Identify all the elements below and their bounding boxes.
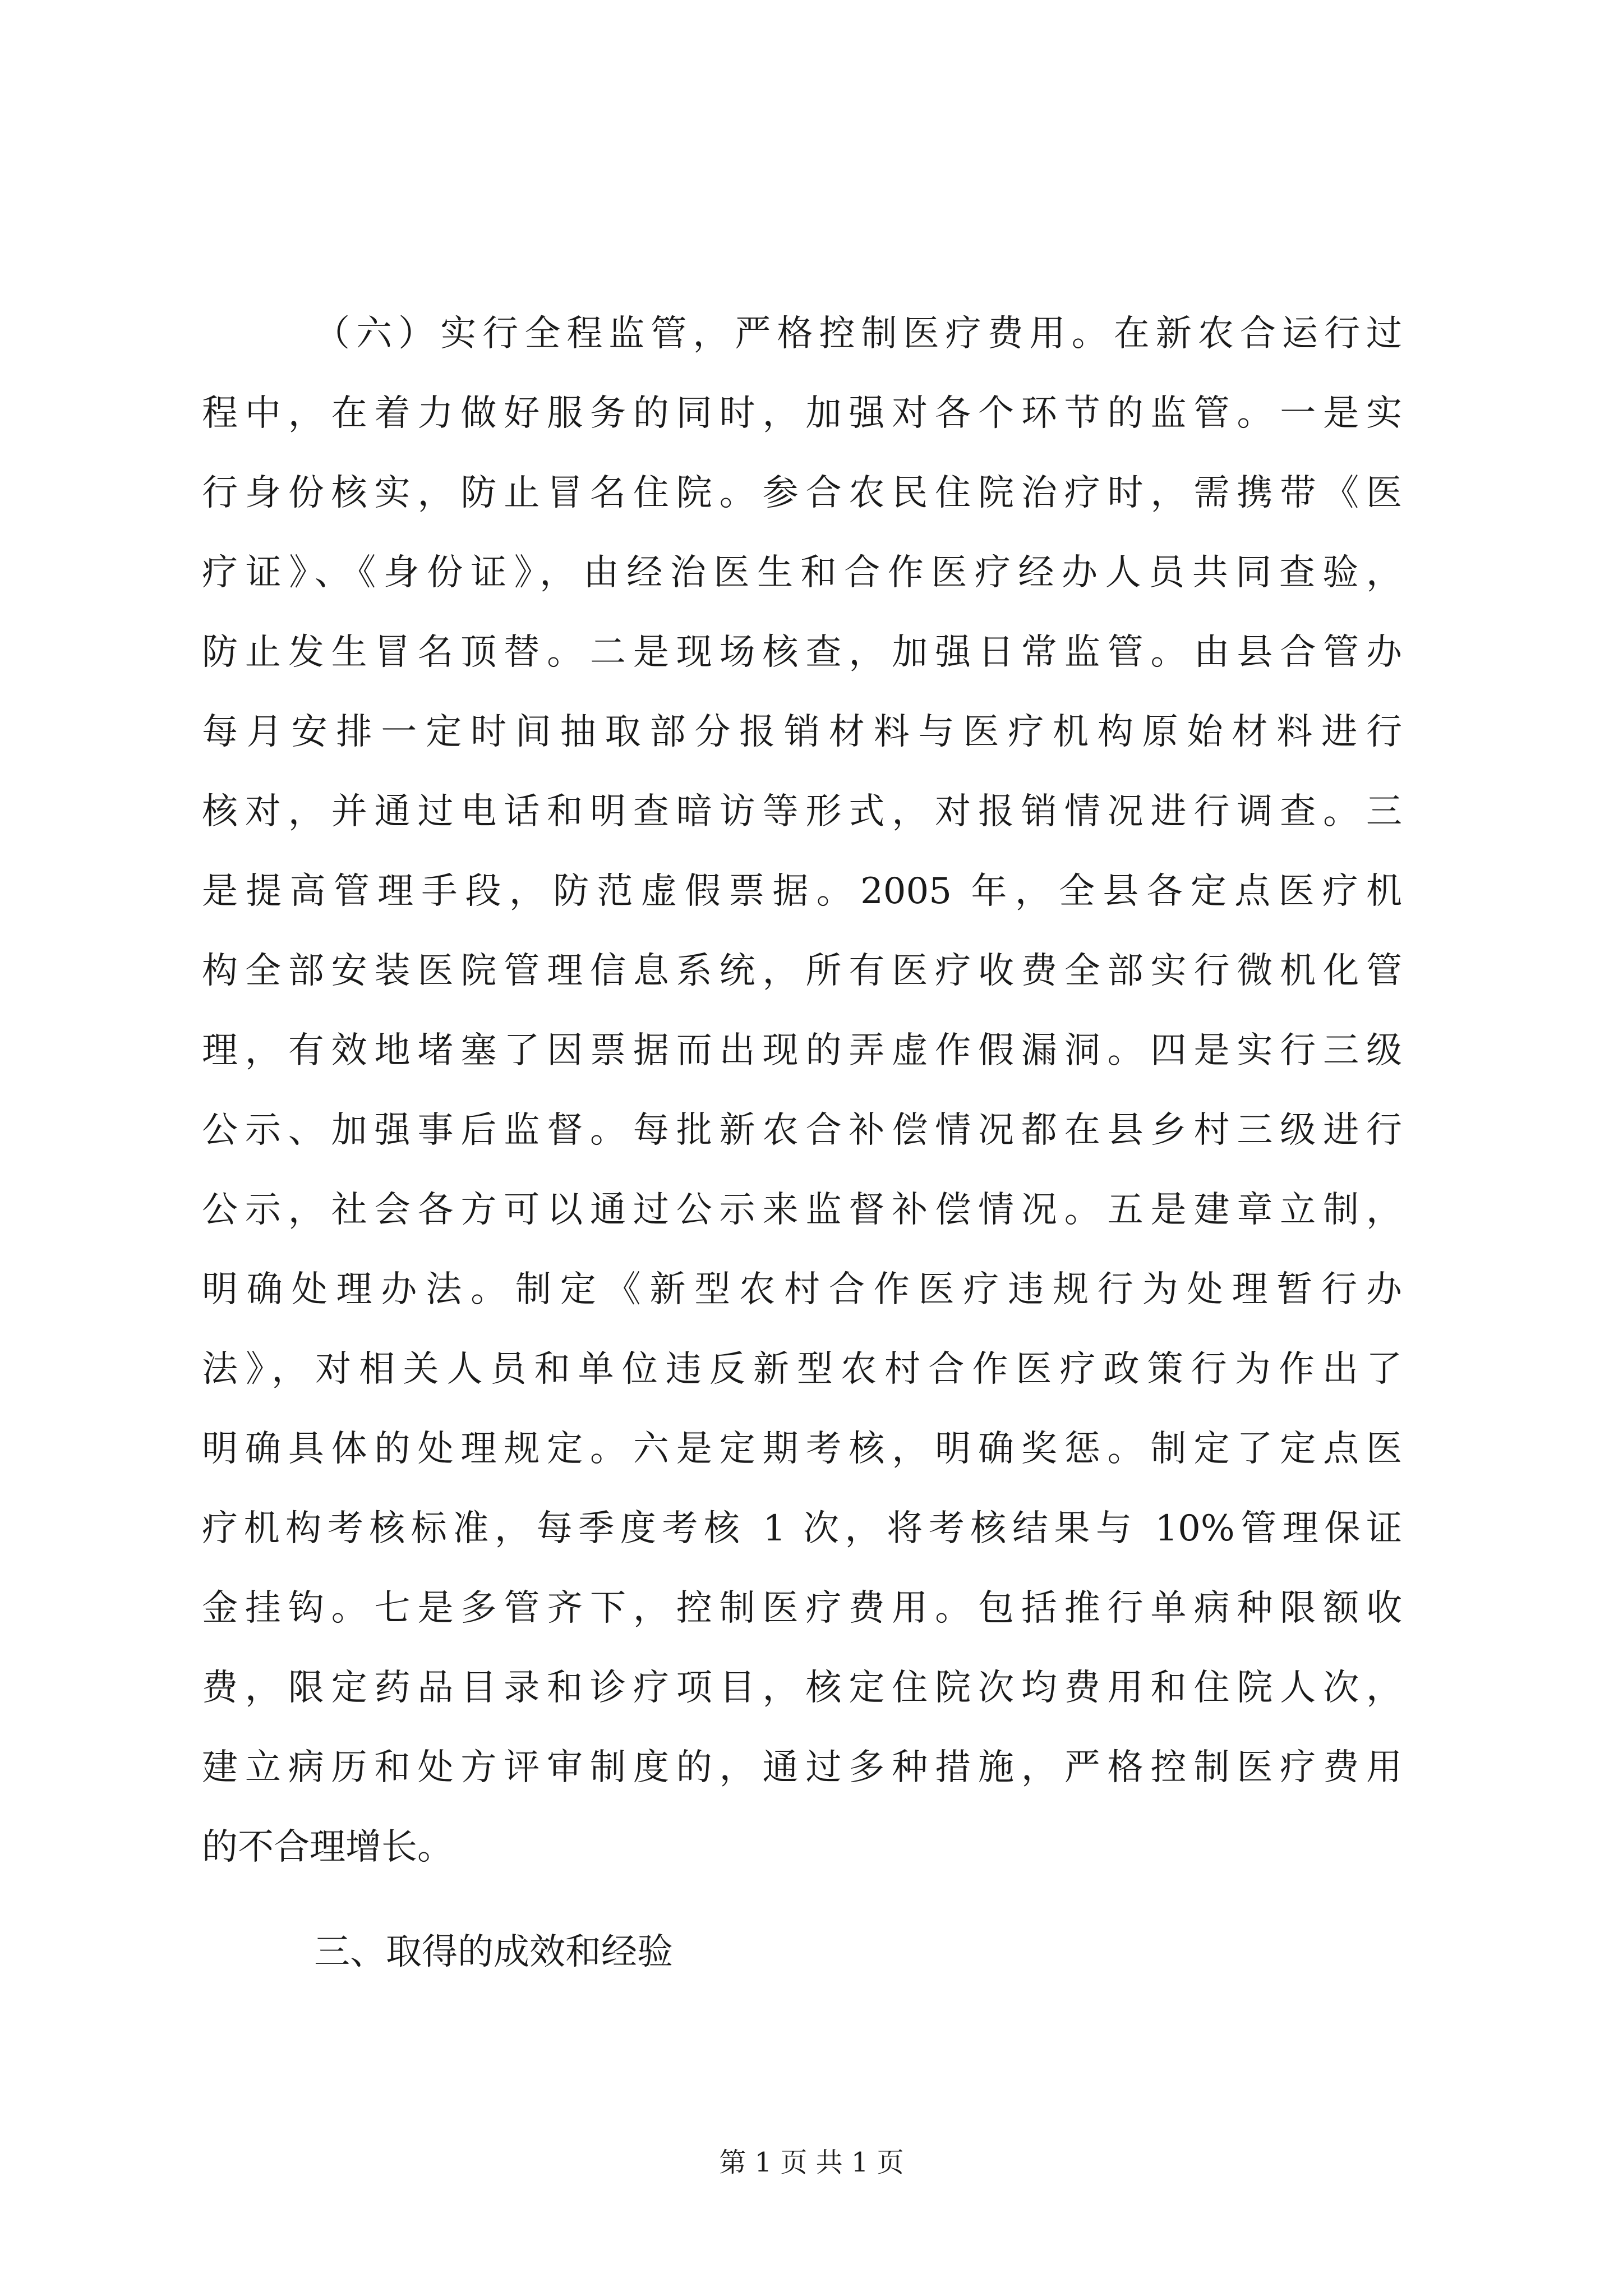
paragraph-line: 公示，社会各方可以通过公示来监督补偿情况。五是建章立制， xyxy=(202,1189,1402,1231)
paragraph-line: 防止发生冒名顶替。二是现场核查，加强日常监管。由县合管办 xyxy=(202,632,1402,673)
paragraph-line: 明确处理办法。制定《新型农村合作医疗违规行为处理暂行办 xyxy=(202,1269,1402,1310)
paragraph-line: 费，限定药品目录和诊疗项目，核定住院次均费用和住院人次， xyxy=(202,1667,1402,1709)
paragraph-line: （六）实行全程监管，严格控制医疗费用。在新农合运行过 xyxy=(314,313,1402,355)
paragraph-line: 每月安排一定时间抽取部分报销材料与医疗机构原始材料进行 xyxy=(202,711,1402,753)
paragraph-line: 是提高管理手段，防范虚假票据。2005 年，全县各定点医疗机 xyxy=(202,871,1402,912)
page-footer: 第 1 页 共 1 页 xyxy=(719,2147,904,2178)
paragraph-line: 法》，对相关人员和单位违反新型农村合作医疗政策行为作出了 xyxy=(202,1349,1402,1390)
paragraph-line: 建立病历和处方评审制度的，通过多种措施，严格控制医疗费用 xyxy=(202,1747,1402,1788)
paragraph-line: 疗证》、《身份证》，由经治医生和合作医疗经办人员共同查验， xyxy=(202,552,1402,593)
paragraph-line: 金挂钩。七是多管齐下，控制医疗费用。包括推行单病种限额收 xyxy=(202,1588,1402,1629)
paragraph-line: 程中，在着力做好服务的同时，加强对各个环节的监管。一是实 xyxy=(202,393,1402,434)
paragraph-line: 理，有效地堵塞了因票据而出现的弄虚作假漏洞。四是实行三级 xyxy=(202,1030,1402,1071)
paragraph-line: 行身份核实，防止冒名住院。参合农民住院治疗时，需携带《医 xyxy=(202,472,1402,514)
paragraph-line: 明确具体的处理规定。六是定期考核，明确奖惩。制定了定点医 xyxy=(202,1428,1402,1470)
paragraph-line: 的不合理增长。 xyxy=(202,1826,453,1868)
section-heading: 三、取得的成效和经验 xyxy=(314,1931,673,1973)
paragraph-line: 构全部安装医院管理信息系统，所有医疗收费全部实行微机化管 xyxy=(202,950,1402,992)
paragraph-line: 公示、加强事后监督。每批新农合补偿情况都在县乡村三级进行 xyxy=(202,1110,1402,1151)
paragraph-line: 核对，并通过电话和明查暗访等形式，对报销情况进行调查。三 xyxy=(202,791,1402,832)
paragraph-line: 疗机构考核标准，每季度考核 1 次，将考核结果与 10%管理保证 xyxy=(202,1508,1402,1549)
